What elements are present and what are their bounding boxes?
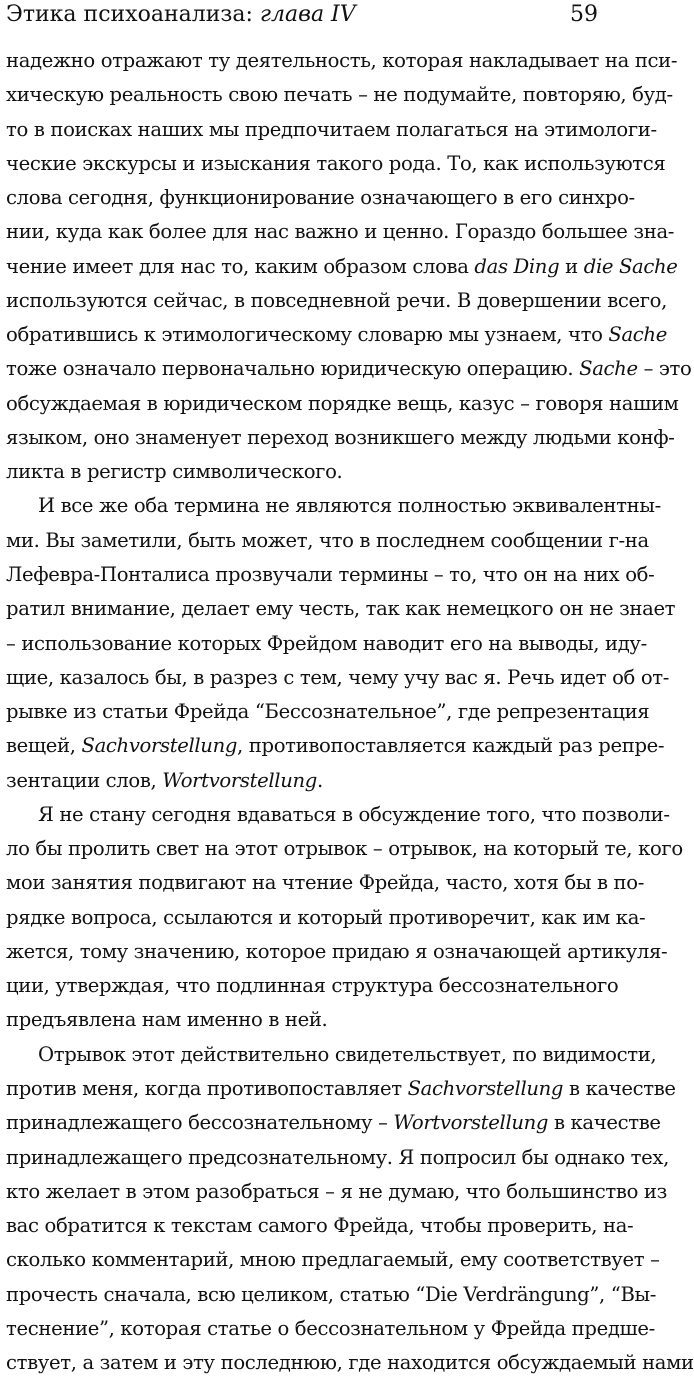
text-run: принадлежащего бессознательному –: [6, 1111, 394, 1135]
text-line: [6, 558, 655, 592]
text-run: слова сегодня, функционирование означающего в его синхро-: [6, 186, 635, 210]
text-line: [6, 592, 676, 626]
text-run: используются сейчас, в повседневной речи. В довершении всего,: [6, 288, 668, 312]
text-run: языком, оно знаменует переход возникшего между людьми конф-: [6, 425, 675, 449]
text-run: нии, куда как более для нас важно и ценно. Гораздо большее зна-: [6, 220, 675, 244]
body-text: [6, 44, 694, 1380]
text-run: принадлежащего предсознательному. Я попросил бы однако тех,: [6, 1145, 669, 1169]
running-header: [6, 2, 356, 28]
text-run: И все же оба термина не являются полностью эквивалентны-: [38, 494, 661, 518]
text-line: [6, 627, 647, 661]
text-run: против меня, когда противопоставляет: [6, 1076, 408, 1100]
chapter-label: глава IV: [259, 2, 356, 27]
text-run: в качестве: [563, 1076, 676, 1100]
text-run: теснение”, которая статье о бессознательном у Фрейда предше-: [6, 1316, 655, 1340]
text-line: [6, 1106, 661, 1140]
text-line: [6, 387, 679, 421]
text-line: [6, 1209, 634, 1243]
text-run: – использование которых Фрейдом наводит его на выводы, иду-: [6, 631, 647, 655]
text-run: вас обратится к текстам самого Фрейда, чтобы проверить, на-: [6, 1214, 634, 1238]
text-run: хическую реальность свою печать – не подумайте, повторяю, буд-: [6, 83, 673, 107]
text-run: зентации слов,: [6, 768, 163, 792]
text-run: .: [316, 768, 323, 792]
text-run: обсуждаемая в юридическом порядке вещь, казус – говоря нашим: [6, 391, 679, 415]
text-run: ратил внимание, делает ему честь, так как немецкого он не знает: [6, 597, 676, 621]
text-run: сколько комментарий, мною предлагаемый, ему соответствует –: [6, 1248, 660, 1272]
text-run: чение имеет для нас то, каким образом слова: [6, 254, 475, 278]
text-run: рывке из статьи Фрейда “Бессознательное”, где репрезентация: [6, 700, 650, 724]
page-number: 59: [570, 2, 598, 27]
text-run: Я не стану сегодня вдаваться в обсуждение того, что позволи-: [38, 802, 670, 826]
italic-term: das Ding: [474, 254, 560, 278]
text-run: то в поисках наших мы предпочитаем полагаться на этимологи-: [6, 117, 657, 141]
text-line: [6, 1072, 676, 1106]
text-line: [6, 764, 614, 798]
text-line: [6, 1346, 694, 1380]
text-line: [6, 1243, 660, 1277]
text-run: предъявлена нам именно в ней.: [6, 1008, 328, 1032]
text-line: [6, 661, 670, 695]
text-line: [6, 1175, 667, 1209]
italic-term: Wortvorstellung: [393, 1111, 549, 1135]
text-run: надежно отражают ту деятельность, которая накладывает на пси-: [6, 49, 678, 72]
text-line: [6, 44, 678, 78]
text-line: [6, 352, 692, 386]
text-run: щие, казалось бы, в разрез с тем, чему учу вас я. Речь идет об от-: [6, 665, 670, 689]
text-run: ликта в регистр символического.: [6, 460, 343, 484]
text-line: [6, 489, 661, 523]
text-run: ло бы пролить свет на этот отрывок – отрывок, на который те, кого: [6, 837, 683, 861]
book-title: Этика психоанализа:: [6, 2, 260, 27]
text-line: [6, 1038, 657, 1072]
text-line: [6, 113, 657, 147]
text-line: [6, 1312, 655, 1346]
text-line: [6, 147, 666, 181]
text-run: ствует, а затем и эту последнюю, где находится обсуждаемый нами: [6, 1351, 694, 1375]
text-run: обратившись к этимологическому словарю мы узнаем, что: [6, 323, 609, 347]
italic-term: Sache: [579, 357, 638, 381]
text-run: жется, тому значению, которое придаю я означающей артикуля-: [6, 939, 668, 963]
text-line: [6, 524, 649, 558]
text-line: [6, 901, 646, 935]
text-line: [6, 866, 644, 900]
text-run: ми. Вы заметили, быть может, что в последнем сообщении г-на: [6, 528, 649, 552]
text-run: прочесть сначала, всю целиком, статью “Die Verdrängung”, “Вы-: [6, 1282, 657, 1306]
text-run: ческие экскурсы и изыскания такого рода. То, как используются: [6, 151, 666, 175]
text-line: [6, 318, 667, 352]
text-line: [6, 969, 619, 1003]
text-run: кто желает в этом разобраться – я не думаю, что большинство из: [6, 1179, 667, 1203]
text-run: мои занятия подвигают на чтение Фрейда, часто, хотя бы в по-: [6, 871, 644, 895]
text-run: вещей,: [6, 734, 82, 758]
italic-term: Sachvorstellung: [407, 1076, 564, 1100]
text-line: [6, 1278, 657, 1312]
text-line: [6, 695, 650, 729]
text-run: ции, утверждая, что подлинная структура бессознательного: [6, 974, 619, 998]
text-line: [6, 798, 670, 832]
italic-term: die Sache: [583, 254, 678, 278]
text-run: в качестве: [548, 1111, 661, 1135]
italic-term: Sache: [608, 323, 667, 347]
text-line: [6, 181, 635, 215]
text-run: рядке вопроса, ссылаются и который противоречит, как им ка-: [6, 905, 646, 929]
text-line: [6, 455, 614, 489]
italic-term: Wortvorstellung: [162, 768, 317, 792]
text-run: Лефевра-Понталиса прозвучали термины – то, что он на них об-: [6, 562, 655, 586]
text-line: [6, 250, 678, 284]
text-line: [6, 215, 675, 249]
text-line: [6, 78, 673, 112]
text-line: [6, 1141, 669, 1175]
text-line: [6, 832, 683, 866]
text-line: [6, 284, 668, 318]
text-run: Отрывок этот действительно свидетельствует, по видимости,: [38, 1042, 657, 1066]
text-run: тоже означало первоначально юридическую операцию.: [6, 357, 580, 381]
text-line: [6, 729, 665, 763]
text-line: [6, 421, 675, 455]
text-run: – это: [637, 357, 692, 381]
text-line: [6, 935, 668, 969]
text-run: и: [559, 254, 584, 278]
italic-term: Sachvorstellung: [81, 734, 238, 758]
text-run: , противопоставляется каждый раз репре-: [237, 734, 665, 758]
text-line: [6, 1003, 614, 1037]
